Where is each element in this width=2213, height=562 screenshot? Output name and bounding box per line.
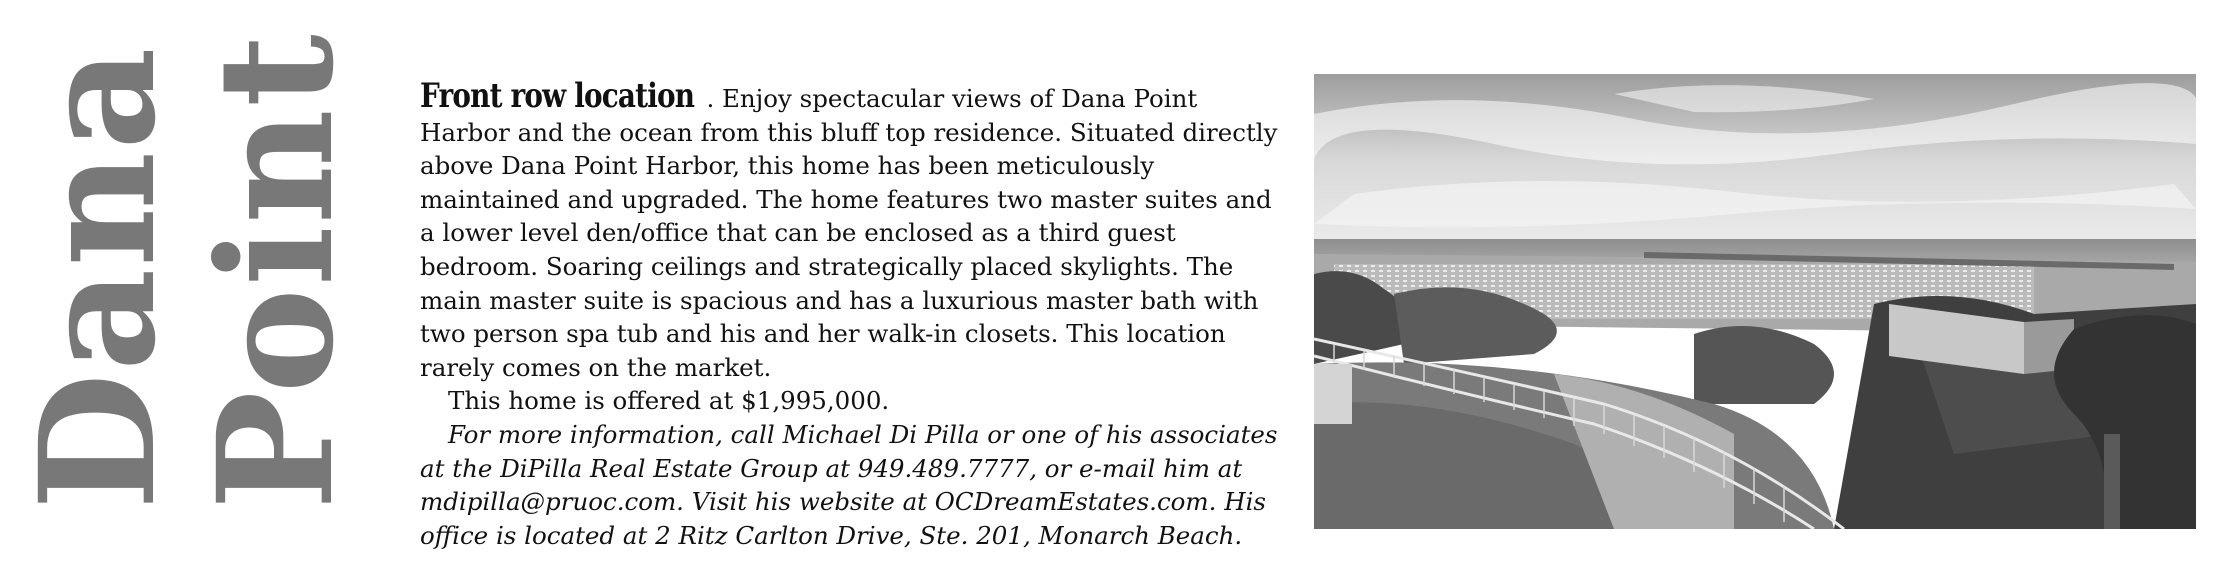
- title-word-point: Point: [184, 32, 369, 510]
- lead-heading: Front row location: [420, 76, 695, 116]
- title-word-dana: Dana: [6, 45, 191, 510]
- contact-paragraph: For more information, call Michael Di Pilla or one of his associates at the DiPilla Real Estate Group at 949.489.7777, or e-mail him at mdipilla@pruoc.com. Visit his website at OCDreamEstates.com. His office is located at 2 Ritz Carlton Drive, Ste. 201, Monarch Beach.: [420, 419, 1278, 550]
- vertical-title: [6, 32, 369, 515]
- description-text: . Enjoy spectacular views of Dana Point Harbor and the ocean from this bluff top residence. Situated directly above Dana Point Harbor, this home has been meticulously maintained and upgraded. The home features two master suites and a lower level den/office that can be enclosed as a third guest bedroom. Soaring ceilings and strategically placed skylights. The main master suite is spacious and has a luxurious master bath with two person spa tub and his and her walk-in closets. This location rarely comes on the market.: [420, 84, 1278, 382]
- listing-article: [420, 76, 1280, 552]
- harbor-photo: [1314, 74, 2196, 529]
- harbor-photo-image: [1314, 74, 2196, 529]
- price-paragraph: This home is offered at $1,995,000.: [448, 386, 890, 416]
- description-paragraph: [420, 76, 1280, 384]
